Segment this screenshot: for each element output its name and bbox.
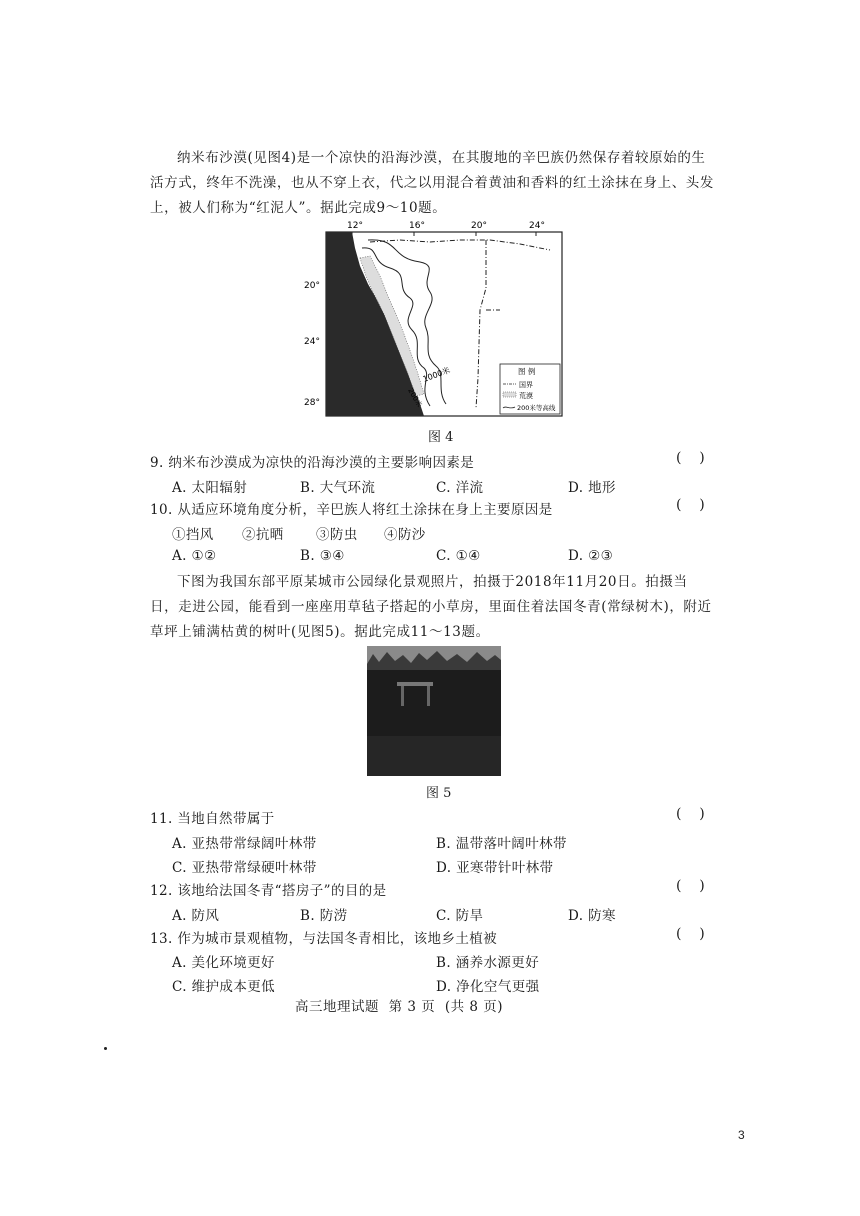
q12-option-d: D. 防寒 <box>568 908 616 924</box>
question-10-stem: 10. 从适应环境角度分析，辛巴族人将红土涂抹在身上主要原因是 <box>150 502 553 518</box>
q9-option-d: D. 地形 <box>568 480 616 496</box>
lon-label-16: 16° <box>409 221 425 231</box>
lat-label-20: 20° <box>304 281 320 291</box>
map-legend <box>500 364 560 414</box>
question-12-stem: 12. 该地给法国冬青“搭房子”的目的是 <box>150 883 387 899</box>
question-13-stem: 13. 作为城市景观植物，与法国冬青相比，该地乡土植被 <box>150 931 498 947</box>
lat-label-24: 24° <box>304 337 320 347</box>
question-13-answer-slot: ( ) <box>676 926 705 942</box>
q9-option-c: C. 洋流 <box>436 480 484 496</box>
legend-border: 国界 <box>519 381 533 389</box>
q10-item-3: ③防虫 <box>316 527 358 543</box>
lon-label-12: 12° <box>347 221 363 231</box>
question-12-answer-slot: ( ) <box>676 878 705 894</box>
q13-option-a: A. 美化环境更好 <box>172 955 275 971</box>
page-number: 3 <box>738 1128 745 1142</box>
q12-option-b: B. 防涝 <box>300 908 348 924</box>
q11-option-d: D. 亚寒带针叶林带 <box>436 860 554 876</box>
q10-item-2: ②抗晒 <box>242 527 284 543</box>
q9-option-b: B. 大气环流 <box>300 480 376 496</box>
q11-option-b: B. 温带落叶阔叶林带 <box>436 836 567 852</box>
contour-200-label: 200米 <box>406 387 424 409</box>
q13-option-b: B. 涵养水源更好 <box>436 955 540 971</box>
stray-mark <box>104 1047 107 1050</box>
lat-label-28: 28° <box>304 398 320 408</box>
q10-item-4: ④防沙 <box>384 527 426 543</box>
q13-option-d: D. 净化空气更强 <box>436 979 540 995</box>
q10-item-1: ①挡风 <box>172 527 214 543</box>
q9-option-a: A. 太阳辐射 <box>172 480 248 496</box>
lon-label-20: 20° <box>471 221 487 231</box>
namib-map-figure <box>300 218 570 423</box>
contour-1000-label: 1000米 <box>421 365 452 384</box>
figure-5-caption: 图 5 <box>426 786 452 801</box>
legend-desert: 荒漠 <box>519 392 533 400</box>
page-footer: 高三地理试题 第 3 页 (共 8 页) <box>295 999 504 1015</box>
question-9-stem: 9. 纳米布沙漠成为凉快的沿海沙漠的主要影响因素是 <box>150 455 475 471</box>
q12-option-a: A. 防风 <box>172 908 220 924</box>
intro-paragraph-namib: 纳米布沙漠(见图4)是一个凉快的沿海沙漠，在其腹地的辛巴族仍然保存着较原始的生活方式，终年不洗澡，也从不穿上衣，代之以用混合着黄油和香料的红土涂抹在身上、头发上，被人们称为“红泥人”。据此完成9～10题。 <box>150 150 714 216</box>
q13-option-c: C. 维护成本更低 <box>172 979 276 995</box>
q10-option-d: D. ②③ <box>568 548 614 564</box>
q11-option-a: A. 亚热带常绿阔叶林带 <box>172 836 317 852</box>
park-photo <box>367 646 501 776</box>
intro-paragraph-park: 下图为我国东部平原某城市公园绿化景观照片，拍摄于2018年11月20日。拍摄当日，走进公园，能看到一座座用草毡子搭起的小草房，里面住着法国冬青(常绿树木)，附近草坪上铺满枯黄的树叶(见图5)。据此完成11～13题。 <box>150 574 712 640</box>
question-9-answer-slot: ( ) <box>676 450 705 466</box>
q10-option-a: A. ①② <box>172 548 217 564</box>
question-11-stem: 11. 当地自然带属于 <box>150 811 275 827</box>
figure-4-caption: 图 4 <box>428 430 454 445</box>
question-10-answer-slot: ( ) <box>676 497 705 513</box>
q10-option-c: C. ①④ <box>436 548 481 564</box>
question-11-answer-slot: ( ) <box>676 806 705 822</box>
lon-label-24: 24° <box>529 221 545 231</box>
legend-title: 图 例 <box>518 367 536 376</box>
q12-option-c: C. 防旱 <box>436 908 484 924</box>
q10-option-b: B. ③④ <box>300 548 345 564</box>
q11-option-c: C. 亚热带常绿硬叶林带 <box>172 860 317 876</box>
legend-contour: 200米等高线 <box>517 404 556 412</box>
